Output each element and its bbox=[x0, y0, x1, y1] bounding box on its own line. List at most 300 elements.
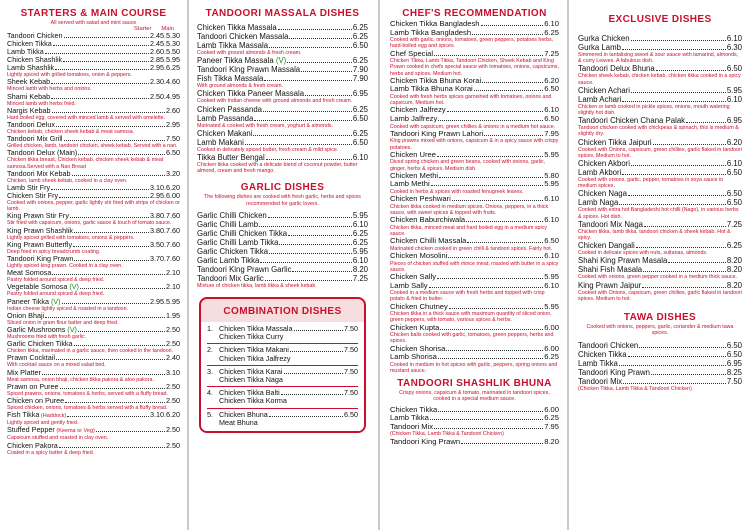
dot-leader bbox=[438, 411, 543, 412]
menu-item-name: Tandoori King Prawn bbox=[578, 368, 650, 378]
combo-dish-b: Chicken Tikka Naga bbox=[219, 375, 283, 385]
combo-price: 7.50 bbox=[344, 366, 358, 376]
dot-leader bbox=[438, 358, 543, 359]
dot-leader bbox=[437, 278, 543, 279]
dot-leader bbox=[64, 140, 165, 141]
menu-item bbox=[390, 29, 559, 38]
menu-item-description: Chicken tikka cooked in medium spices. Onions, peppers, in a thick sauce, with sweet spices & topped with fruits. bbox=[390, 203, 549, 216]
menu-item-description: Cooked with ground almonds & fresh cream. bbox=[197, 50, 302, 56]
menu-item-description: Cooked with extra hot Bangladeshi hot chilli (Nago), in various herbs & spices. Hot dish. bbox=[578, 207, 739, 220]
menu-item-name: Chicken Sally bbox=[390, 271, 437, 281]
dot-leader bbox=[656, 70, 726, 71]
price-separator: . bbox=[164, 47, 166, 57]
starter-price: 1.95 bbox=[166, 310, 180, 320]
menu-item-description: Chicken or lamb cooked in pickle spices, onions, mouth watering slightly hot dish. bbox=[578, 103, 730, 117]
menu-item-price: 7.90 bbox=[352, 74, 368, 84]
shashlik-title: TANDOORI SHASHLIK BHUNA bbox=[397, 378, 552, 390]
menu-item-price: 6.25 bbox=[544, 413, 559, 423]
main-price: 5.95 bbox=[166, 55, 180, 65]
menu-item-description: Grilled chicken, lamb, tandoori chicken, sheek kebab. Served with a nan. bbox=[7, 143, 178, 150]
menu-item-description: Coated in a spicy batter & deep fried. bbox=[7, 449, 95, 456]
dot-leader bbox=[263, 111, 352, 112]
menu-item-name: Chicken Mosolini bbox=[390, 250, 448, 260]
menu-item bbox=[197, 114, 368, 123]
menu-item-name: King Prawn Butterfly bbox=[7, 239, 73, 249]
menu-item-name: Chicken Tikka bbox=[578, 350, 627, 360]
menu-item-price: 8.20 bbox=[352, 264, 368, 274]
dot-leader bbox=[56, 359, 165, 360]
menu-item-name: Tandoori Delux (Main) bbox=[7, 148, 78, 158]
price-separator: . bbox=[164, 239, 166, 249]
menu-item-name: Chicken Tikka Massala bbox=[197, 23, 277, 32]
main-price: 7.60 bbox=[166, 239, 180, 249]
menu-item-name: Onion Bhaji bbox=[7, 310, 45, 320]
menu-item-price: 6.10 bbox=[544, 194, 559, 204]
menu-item-name: Chicken Shorisa bbox=[390, 343, 446, 353]
menu-item-price: 6.10 bbox=[544, 280, 559, 290]
price-separator: . bbox=[164, 211, 166, 221]
starter-price: 3.10 bbox=[150, 183, 164, 193]
main-price: 5.30 bbox=[166, 39, 180, 49]
main-price: 7.60 bbox=[166, 211, 180, 221]
menu-item bbox=[578, 368, 742, 377]
menu-item-price: 6.50 bbox=[352, 113, 368, 123]
combo-price: 6.50 bbox=[344, 409, 358, 419]
starter-price: 2.50 bbox=[166, 396, 180, 406]
menu-item bbox=[390, 324, 559, 333]
menu-item-name: Tandoori King Prawn Garlic bbox=[197, 264, 292, 274]
menu-item-price: 6.10 bbox=[726, 34, 742, 43]
menu-item-description: Indian cheese lightly spiced & roasted in a tandoori. bbox=[7, 305, 129, 312]
starter-price: 2.95 bbox=[150, 63, 164, 73]
combo-number: 3. bbox=[207, 366, 213, 376]
menu-item-description: Chicken tikka breast, Chicken kebab, chicken sheek kebab & meat samosa.Served with a Nan Bread bbox=[7, 157, 164, 170]
price-separator: . bbox=[164, 254, 166, 264]
exclusive-column bbox=[570, 0, 750, 530]
dot-leader bbox=[51, 98, 149, 99]
menu-item-description: Pieces of chicken stuffed with mince meat, roasted with butter in a spicy sauce. bbox=[390, 260, 559, 273]
main-price: 6.20 bbox=[166, 183, 180, 193]
starter-price: 2.50 bbox=[166, 381, 180, 391]
price-separator: . bbox=[164, 225, 166, 235]
menu-item-description: Marinated & cooked with fresh cream, yoghurt & almonds. bbox=[197, 122, 334, 129]
dot-leader bbox=[484, 135, 543, 136]
menu-item bbox=[197, 220, 368, 229]
combo-divider bbox=[207, 343, 358, 344]
menu-item-price: 5.95 bbox=[544, 301, 559, 311]
menu-item-name: Garlic Chilli Chicken bbox=[197, 210, 267, 220]
menu-item-description: Diced spring chicken and green beans, cooked with onions, garlic, ginger, herbs & spices. Medium dish. bbox=[390, 159, 546, 172]
menu-item-name: Chicken Naga bbox=[578, 189, 627, 199]
menu-item-name: Tandoori Mix bbox=[578, 377, 623, 387]
menu-item-price: 6.10 bbox=[352, 255, 368, 265]
menu-item-description: Simmered in tantalising sweet & sour sauce with tamarind, almonds, & curry Leaves. A fabulous dish. bbox=[578, 52, 739, 65]
menu-item-name: Tandoori Mix Naga bbox=[578, 219, 644, 229]
menu-item-name: Fish Tikka Massala bbox=[197, 74, 264, 84]
menu-item-price: 6.10 bbox=[544, 105, 559, 115]
menu-item bbox=[197, 41, 368, 50]
menu-item-name: Tikka Butter Bengal bbox=[197, 153, 265, 163]
menu-item-price: 7.50 bbox=[726, 377, 742, 387]
starter-price: 3.80 bbox=[150, 225, 164, 235]
dot-leader bbox=[292, 271, 351, 272]
menu-item bbox=[7, 64, 180, 72]
combo-divider bbox=[207, 408, 358, 409]
menu-item-name: Lamb Shashlik bbox=[7, 63, 55, 73]
dot-leader bbox=[253, 135, 351, 136]
dot-leader bbox=[301, 71, 352, 72]
menu-item-description: Minced lamb with herbs fried. bbox=[7, 100, 76, 107]
menu-item-name: Lamb Tikka bbox=[7, 47, 44, 57]
garlic-description: The following dishes are cooked with fresh garlic, herbs and spices recommended for garlic lovers. bbox=[204, 194, 361, 207]
menu-item bbox=[7, 93, 180, 101]
menu-item-name: Chicken Pakora bbox=[7, 440, 58, 450]
menu-item-name: Chicken Tikka bbox=[7, 39, 52, 49]
menu-item-name: King Prawn Stir Fry bbox=[7, 211, 69, 221]
menu-item-price: 6.50 bbox=[726, 189, 742, 199]
starter-price: 2.10 bbox=[166, 268, 180, 278]
menu-item-name: Mix Platter bbox=[7, 367, 41, 377]
main-price: 6.50 bbox=[166, 148, 180, 158]
menu-item-name: Garlic Chilli Lamb bbox=[197, 219, 259, 229]
combo-divider bbox=[207, 386, 358, 387]
dot-leader bbox=[289, 38, 351, 39]
menu-item-name: Lamb Tikka bbox=[390, 413, 429, 423]
menu-item-name: Chicken Dangali bbox=[578, 241, 635, 251]
dot-leader bbox=[59, 197, 149, 198]
garlic-list bbox=[197, 211, 368, 289]
menu-item-name: Tandoori Chicken bbox=[7, 31, 63, 41]
menu-item-price: 7.25 bbox=[352, 273, 368, 283]
chef-column bbox=[382, 0, 567, 530]
menu-item bbox=[197, 74, 368, 83]
menu-item bbox=[578, 64, 742, 73]
menu-item-name: Garlic Lamb Tikka bbox=[197, 255, 260, 265]
menu-item-description: Cooked with Onions, capsicum, green chillies, garlic flaked in tandoori spices. Medium to hot. bbox=[578, 289, 742, 302]
menu-item-price: 6.50 bbox=[726, 64, 742, 74]
menu-item-price: 6.20 bbox=[544, 75, 559, 85]
menu-item-description: Cooked with onions, green pepper cooked in a medium thick sauce. bbox=[578, 274, 737, 281]
menu-item-name: Garlic Chilli Lamb Tikka bbox=[197, 237, 279, 247]
menu-item-name: Lamb Tikka Bhuna Korai bbox=[390, 84, 473, 94]
menu-item bbox=[197, 138, 368, 147]
menu-item-description: Mixture of chicken tikka, lamb tikka & sheek kebab bbox=[197, 282, 316, 289]
menu-item bbox=[390, 353, 559, 362]
price-separator: . bbox=[164, 191, 166, 201]
price-separator: . bbox=[164, 410, 166, 420]
menu-item-price: 6.10 bbox=[726, 94, 742, 104]
menu-item bbox=[578, 138, 742, 147]
dot-leader bbox=[622, 101, 725, 102]
menu-item-name: Chicken Tikka Paneer Massala bbox=[197, 89, 305, 99]
menu-item bbox=[578, 116, 742, 125]
dot-leader bbox=[96, 431, 165, 432]
combination-box bbox=[199, 297, 366, 433]
menu-item-description: Chicken kebab, chicken sheek kebab & meat samosa. bbox=[7, 129, 135, 136]
combination-list bbox=[201, 322, 364, 431]
menu-item bbox=[197, 238, 368, 247]
dot-leader bbox=[447, 111, 544, 112]
menu-item-price: 6.50 bbox=[544, 113, 559, 123]
price-separator: . bbox=[164, 63, 166, 73]
main-price: 5.50 bbox=[166, 47, 180, 57]
menu-item-price: 6.95 bbox=[726, 116, 742, 126]
dot-leader bbox=[686, 122, 726, 123]
combo-dish-b: Meat Bhuna bbox=[219, 417, 258, 427]
menu-item-price: 6.10 bbox=[726, 159, 742, 169]
starter-price: 3.10 bbox=[166, 367, 180, 377]
menu-item-price: 7.25 bbox=[544, 48, 559, 58]
main-price: 7.60 bbox=[166, 254, 180, 264]
dot-leader bbox=[74, 260, 149, 261]
dot-leader bbox=[74, 345, 165, 346]
menu-item-description: Lightly spiced with grilled tomatoes, onion & peppers. bbox=[7, 72, 132, 79]
dot-leader bbox=[482, 82, 543, 83]
menu-item-name: Garlic Mushrooms (V) bbox=[7, 325, 77, 335]
dot-leader bbox=[431, 185, 544, 186]
menu-item-name: Lamb Naga bbox=[578, 198, 619, 208]
menu-item bbox=[197, 274, 368, 283]
starter-price: 2.50 bbox=[166, 440, 180, 450]
dot-leader bbox=[644, 226, 726, 227]
combo-number: 4. bbox=[207, 388, 213, 398]
menu-item bbox=[7, 135, 180, 143]
menu-item-price: 7.95 bbox=[544, 421, 559, 431]
combo-number: 1. bbox=[207, 324, 213, 334]
dot-leader bbox=[55, 69, 149, 70]
menu-item-extra: (Haddock) bbox=[39, 413, 67, 420]
dot-leader bbox=[623, 383, 726, 384]
menu-item-description: Cooked with onions, garlic, pepper, tomatoes in soya sauce in medium spices. bbox=[578, 177, 724, 190]
menu-item bbox=[578, 43, 742, 52]
combo-dish-b: Chicken Tikka Curry bbox=[219, 332, 284, 342]
dot-leader bbox=[259, 226, 352, 227]
menu-item-description: Capsicum stuffed and roasted in clay oven. bbox=[7, 435, 109, 442]
menu-item-name: Tandoori Chicken bbox=[578, 341, 639, 351]
menu-item-name: Chicken Tikka Bhuna Korai bbox=[390, 75, 482, 85]
dot-leader bbox=[268, 217, 352, 218]
menu-item-description: Cooked in a medium sauce with fresh herbs and topped with crisp potato & fried in butter. bbox=[390, 290, 545, 303]
starter-price: 2.60 bbox=[150, 47, 164, 57]
menu-item-price: 6.25 bbox=[352, 128, 368, 138]
menu-item-description: (Chicken Tikka, Lamb Tikka & Tandoori Chicken) bbox=[578, 386, 692, 393]
menu-item-name: Sheek Kebab bbox=[7, 77, 51, 87]
dot-leader bbox=[461, 443, 543, 444]
combo-dish-a: Chicken Tikka Massala bbox=[219, 324, 293, 334]
menu-item bbox=[390, 130, 559, 139]
dot-leader bbox=[481, 25, 544, 26]
starter-price: 3.80 bbox=[150, 211, 164, 221]
menu-item bbox=[7, 442, 180, 450]
menu-item bbox=[7, 107, 180, 115]
menu-item-name: Tandoori King Prawn Lahori bbox=[390, 128, 484, 138]
menu-item-name: Lamb Passanda bbox=[197, 113, 254, 123]
menu-item bbox=[7, 255, 180, 263]
menu-item-name: Chicken Chutney bbox=[390, 301, 448, 311]
menu-item-name: Tandoori Delux Bhuna bbox=[578, 64, 655, 74]
dot-leader bbox=[429, 287, 544, 288]
menu-item bbox=[7, 121, 180, 129]
menu-item-name: Lamb Shorisa bbox=[390, 352, 437, 362]
combo-price: 7.50 bbox=[344, 324, 358, 334]
menu-item-price: 6.95 bbox=[726, 359, 742, 369]
dot-leader bbox=[53, 45, 149, 46]
menu-item-price: 6.10 bbox=[544, 19, 559, 28]
dot-leader bbox=[269, 47, 352, 48]
menu-item-name: Shahi King Prawn Masala bbox=[578, 256, 668, 266]
starter-price: 2.50 bbox=[166, 339, 180, 349]
menu-item-name: Chicken Makani bbox=[197, 128, 253, 138]
menu-item bbox=[7, 192, 180, 200]
menu-item bbox=[7, 298, 180, 306]
dot-leader bbox=[622, 174, 725, 175]
chef-list bbox=[390, 20, 559, 374]
menu-item bbox=[578, 168, 742, 177]
dot-leader bbox=[631, 165, 726, 166]
starter-price: 3.70 bbox=[150, 254, 164, 264]
starter-price: 2.60 bbox=[166, 105, 180, 115]
menu-item bbox=[7, 340, 180, 348]
menu-item-name: Nargis Kebab bbox=[7, 105, 51, 115]
vegetarian-badge: (V) bbox=[65, 325, 77, 335]
menu-item bbox=[7, 241, 180, 249]
starters-title: STARTERS & MAIN COURSE bbox=[20, 8, 167, 19]
menu-item-description: Cooked in herbs & spices with roasted fenugreek leaves. bbox=[390, 188, 524, 195]
price-separator: . bbox=[164, 39, 166, 49]
price-separator: . bbox=[164, 91, 166, 101]
dot-leader bbox=[438, 120, 543, 121]
dot-leader bbox=[294, 330, 344, 331]
menu-item-price: 6.25 bbox=[544, 352, 559, 362]
dot-leader bbox=[619, 204, 726, 205]
menu-item-price: 6.25 bbox=[352, 32, 368, 41]
menu-item bbox=[197, 32, 368, 41]
exclusive-list bbox=[578, 34, 742, 302]
menu-item-description: Chicken, lamb sheek kebab, cooked in a clay oven. bbox=[7, 177, 128, 184]
combination-title: COMBINATION DISHES bbox=[223, 306, 342, 318]
dot-leader bbox=[260, 262, 351, 263]
starters-column bbox=[0, 0, 187, 530]
menu-item-price: 6.50 bbox=[352, 137, 368, 147]
menu-item bbox=[7, 227, 180, 235]
menu-item bbox=[197, 153, 368, 162]
dot-leader bbox=[636, 247, 726, 248]
menu-item-price: 6.95 bbox=[352, 89, 368, 99]
menu-item bbox=[197, 211, 368, 220]
combo-dish-a: Chicken Tikka Balti bbox=[219, 388, 280, 398]
dot-leader bbox=[64, 37, 149, 38]
menu-item-name: Tandoori Chicken Chana Palak bbox=[578, 116, 686, 126]
dot-leader bbox=[449, 308, 543, 309]
dot-leader bbox=[279, 244, 351, 245]
menu-item-name: Chef Special bbox=[390, 48, 434, 58]
menu-item-name: Lamb Makani bbox=[197, 137, 244, 147]
dot-leader bbox=[446, 350, 543, 351]
vegetarian-badge: (V) bbox=[273, 56, 287, 66]
combo-price: 7.50 bbox=[344, 388, 358, 398]
menu-item-description: Stir fried with capsicum, onions, garlic sauce & touch of tomato sauce. bbox=[7, 220, 172, 227]
garlic-title: GARLIC DISHES bbox=[240, 182, 325, 194]
main-price: 5.95 bbox=[166, 296, 180, 306]
dot-leader bbox=[287, 62, 352, 63]
menu-item-price: 6.25 bbox=[352, 56, 368, 66]
menu-item-price: 6.10 bbox=[352, 153, 368, 163]
menu-item-description: Lightly spiced and gently fried. bbox=[7, 420, 79, 427]
dot-leader bbox=[643, 271, 726, 272]
dot-leader bbox=[434, 55, 543, 56]
menu-item bbox=[7, 269, 180, 277]
menu-item-price: 5.95 bbox=[544, 149, 559, 159]
menu-item-price: 6.25 bbox=[352, 23, 368, 32]
menu-item bbox=[7, 326, 180, 334]
menu-item bbox=[7, 397, 180, 405]
dot-leader bbox=[80, 288, 165, 289]
tawa-title: TAWA DISHES bbox=[623, 312, 697, 324]
dot-leader bbox=[448, 257, 543, 258]
menu-item-description: Cooked in medium to hot spices with garlic, peppers, spring onions and mustard sauce. bbox=[390, 361, 558, 374]
starter-header: Starter bbox=[134, 26, 152, 33]
menu-item-description: Pastry folded around spiced & deep fried. bbox=[7, 277, 105, 284]
dot-leader bbox=[265, 280, 352, 281]
menu-item-description: Hard boiled egg, covered with minced lamb & served with omelette. bbox=[7, 114, 166, 121]
menu-item-description: Chicken sheek kebab, chicken kebab, chicken tikka cooked in a spicy sauce. bbox=[578, 73, 741, 86]
dot-leader bbox=[653, 144, 726, 145]
main-price: 6.25 bbox=[166, 63, 180, 73]
menu-item-price: 6.50 bbox=[726, 198, 742, 208]
menu-item-price: 7.25 bbox=[726, 219, 742, 229]
dot-leader bbox=[288, 235, 352, 236]
menu-item-description: King prawns mixed with onions, capsicum & in a spicy sauce with crispy potatoes. bbox=[390, 138, 559, 151]
menu-item-price: 6.25 bbox=[726, 241, 742, 251]
dot-leader bbox=[281, 394, 343, 395]
menu-item-description: Cooked in delicate spices with nuts, sultanas, almonds. bbox=[578, 250, 708, 257]
menu-item-name: Fish Tikka (Haddock) bbox=[7, 410, 67, 420]
menu-item-name: Lamb Akbori bbox=[578, 168, 622, 178]
menu-item-name: Chicken Akbori bbox=[578, 159, 631, 169]
menu-item-price: 5.95 bbox=[544, 179, 559, 189]
menu-item bbox=[390, 237, 559, 246]
menu-item bbox=[7, 369, 180, 377]
shashlik-list bbox=[390, 406, 559, 447]
menu-item-price: 8.20 bbox=[726, 256, 742, 266]
menu-item bbox=[7, 426, 180, 435]
menu-item bbox=[390, 115, 559, 124]
menu-item bbox=[390, 216, 559, 225]
dot-leader bbox=[474, 90, 543, 91]
menu-item-name: Paneer Tikka (V) bbox=[7, 296, 61, 306]
dot-leader bbox=[278, 29, 352, 30]
menu-item bbox=[197, 105, 368, 114]
dot-leader bbox=[45, 317, 165, 318]
menu-item bbox=[390, 180, 559, 189]
menu-item-description: Cooked with fresh herbs spices garnished with tomatoes, onions and capsicum. Medium hot. bbox=[390, 93, 552, 107]
menu-item bbox=[578, 95, 742, 104]
menu-item-name: Vegetable Somosa (V) bbox=[7, 282, 79, 292]
menu-item-description: Spiced chicken, onions, tomatoes & herbs served with a fluffy bread. bbox=[7, 405, 168, 412]
dot-leader bbox=[73, 246, 149, 247]
menu-item-description: Lightly spiced king prawn. Cooked in a clay oven. bbox=[7, 263, 123, 270]
starter-price: 2.50 bbox=[150, 91, 164, 101]
menu-item-price: 8.25 bbox=[726, 368, 742, 378]
menu-item bbox=[578, 265, 742, 274]
menu-item-description: Cooked in delicately spiced butter, fresh cream & mild spice. bbox=[197, 146, 339, 153]
dot-leader bbox=[52, 112, 165, 113]
dot-leader bbox=[60, 388, 165, 389]
menu-item-name: Tandoori Mix Grill bbox=[7, 134, 63, 144]
menu-item bbox=[578, 198, 742, 207]
menu-item bbox=[7, 383, 180, 391]
combo-number: 5. bbox=[207, 409, 213, 419]
